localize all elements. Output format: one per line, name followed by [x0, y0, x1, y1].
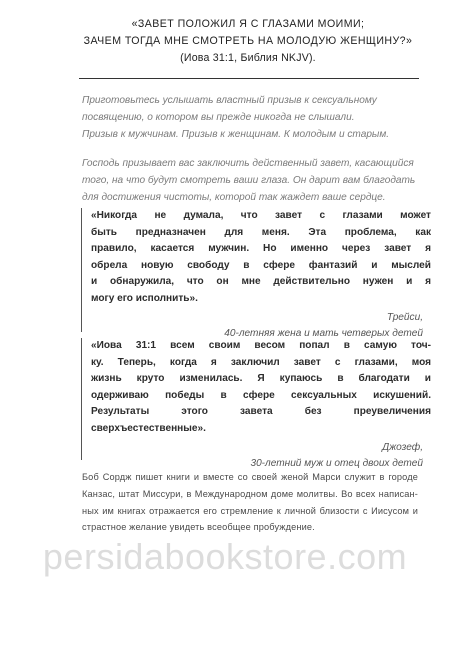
testimonial-attribution: [91, 440, 431, 473]
quote-line: быть предназначен для меня. Эта проблема, как: [91, 226, 431, 238]
quote-line: одерживаю победы в сфере сексуальных искушений.: [91, 389, 431, 401]
quote-line: могу его исполнить».: [91, 292, 198, 304]
quote-line: «Иова 31:1 всем своим весом попал в самую точ-: [91, 340, 431, 351]
quote-line: сверхъестественные».: [91, 422, 206, 434]
testimonial-quote: [91, 338, 431, 438]
divider-line: [79, 78, 419, 79]
testimonial: [81, 208, 431, 340]
epigraph-source: (Иова 31:1, Библия NKJV).: [180, 52, 316, 64]
testimonial-name: Трейси,: [386, 311, 423, 323]
testimonial-quote: [91, 208, 431, 308]
quote-line: и обнаружила, что он мне действительно нужен и я: [91, 276, 431, 288]
intro-line: того, на что будут смотреть ваши глаза. Он дарит вам благодать: [82, 175, 416, 187]
intro-paragraph: [82, 155, 422, 207]
testimonial-name: Джозеф,: [382, 441, 423, 453]
bio-line: страстное желание увидеть всеобщее пробуждение.: [82, 522, 315, 533]
testimonial-description: 40-летняя жена и мать четверых детей: [224, 328, 423, 340]
intro-line: посвящению, о котором вы прежде никогда не слышали.: [82, 112, 355, 124]
testimonial: [81, 338, 431, 470]
quote-line: правило, касается мужчин. Но именно через завет я: [91, 243, 431, 255]
watermark: persidabookstore.com: [42, 536, 408, 577]
intro-paragraph: [82, 92, 422, 144]
epigraph-line: «ЗАВЕТ ПОЛОЖИЛ Я С ГЛАЗАМИ МОИМИ;: [131, 18, 365, 30]
intro-line: для достижения чистоты, которой так жаждет ваше сердце.: [82, 192, 386, 204]
intro-line: Призыв к мужчинам. Призыв к женщинам. К молодым и старым.: [82, 129, 390, 141]
intro-line: Приготовьтесь услышать властный призыв к сексуальному: [82, 95, 377, 106]
quote-line: «Никогда не думала, что завет с глазами может: [91, 210, 431, 221]
bio-line: Боб Сордж пишет книги и вместе со своей женой Марси служит в городе: [82, 472, 418, 482]
quote-line: жизнь круто изменилась. Я купаюсь в благодати и: [91, 373, 431, 385]
epigraph-line: ЗАЧЕМ ТОГДА МНЕ СМОТРЕТЬ НА МОЛОДУЮ ЖЕНЩИНУ?»: [83, 35, 413, 47]
bio-line: ных им книгах отражается его стремление к личной близости с Иисусом и: [82, 505, 418, 516]
intro-line: Господь призывает вас заключить действенный завет, касающийся: [82, 158, 414, 169]
quote-line: Результаты этого завета без преувеличения: [91, 406, 431, 418]
quote-line: ку. Теперь, когда я заключил завет с глазами, моя: [91, 356, 431, 368]
epigraph: [78, 16, 418, 67]
quote-line: обрела новую свободу в сфере фантазий и мыслей: [91, 259, 431, 271]
testimonial-description: 30-летний муж и отец двоих детей: [250, 458, 423, 470]
bio-line: Канзас, штат Миссури, в Международном доме молитвы. Во всех написан-: [82, 488, 418, 499]
author-bio: [82, 469, 418, 536]
